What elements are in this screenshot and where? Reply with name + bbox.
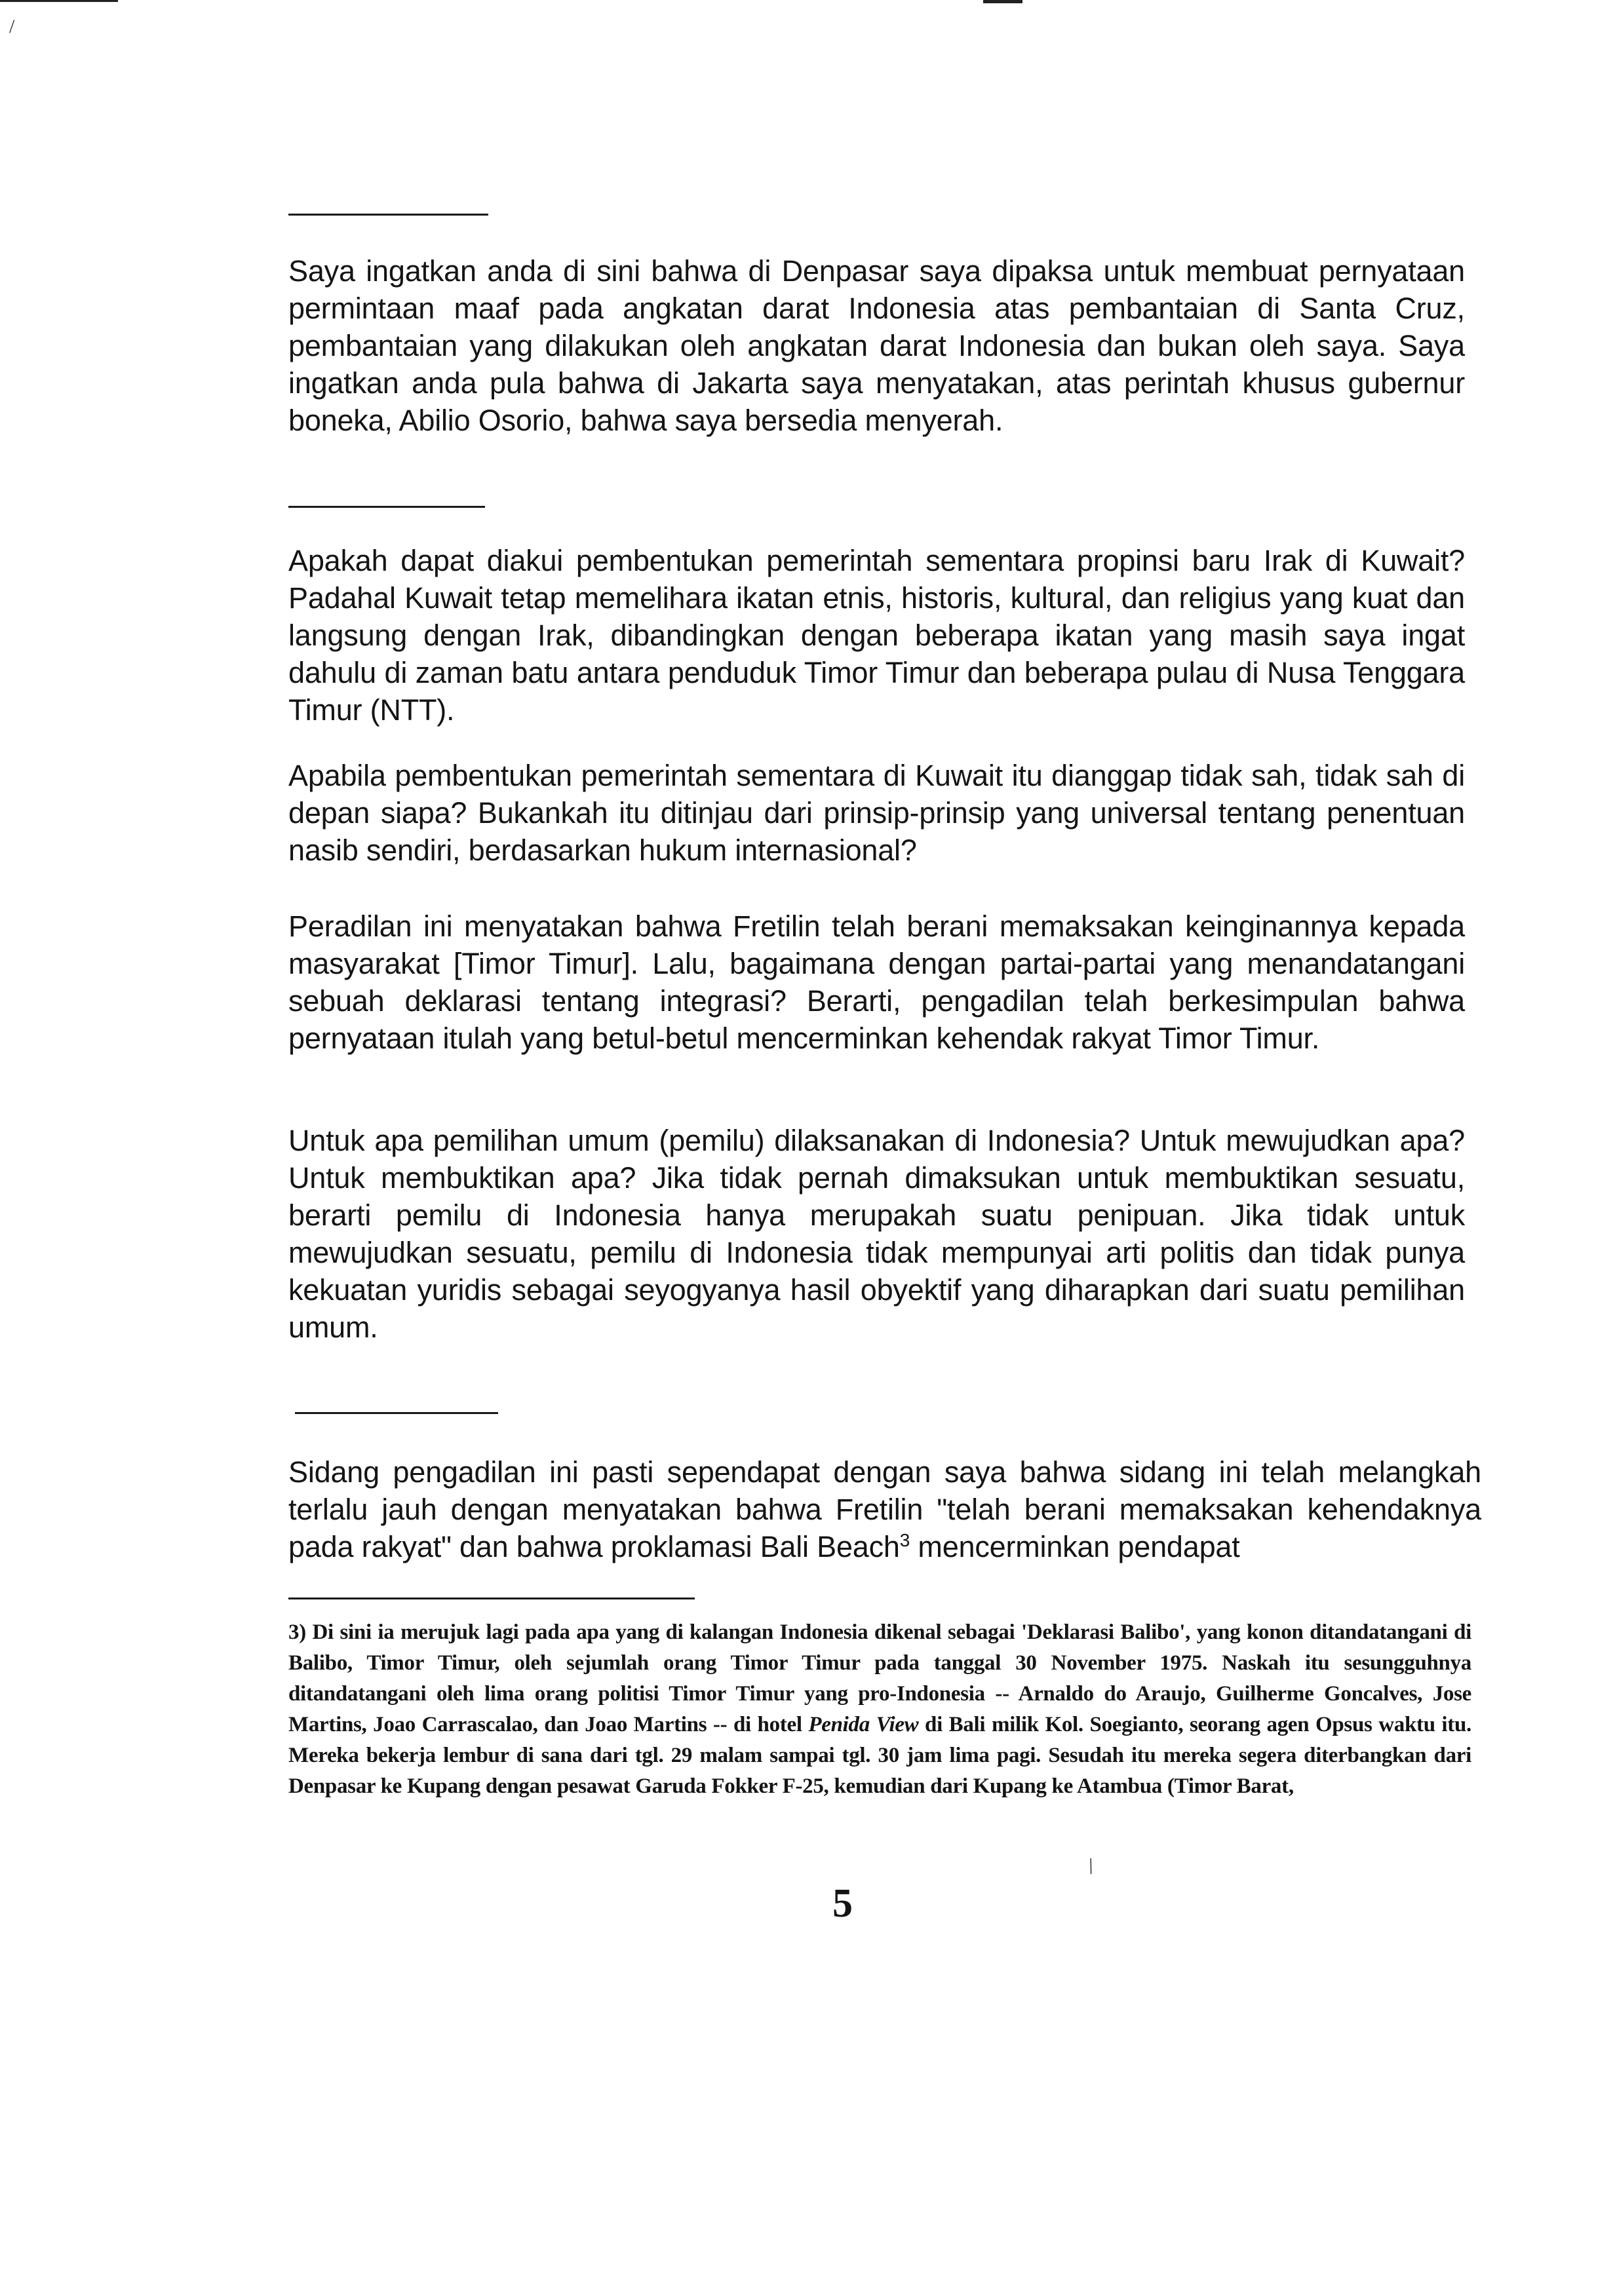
scan-edge-mark [0,0,118,2]
paragraph-1: Saya ingatkan anda di sini bahwa di Denpasar saya dipaksa untuk membuat pernyataan permintaan maaf pada angkatan darat Indonesia atas pembantaian di Santa Cruz, pembantaian yang dilakukan oleh angkatan darat Indonesia dan bukan oleh saya. Saya ingatkan anda pula bahwa di Jakarta saya menyatakan, atas perintah khusus gubernur boneka, Abilio Osorio, bahwa saya bersedia menyerah. [288,254,1465,437]
paragraph-5: Untuk apa pemilihan umum (pemilu) dilaksanakan di Indonesia? Untuk mewujudkan apa? Untuk membuktikan apa? Jika tidak pernah dimaksukan untuk membuktikan sesuatu, berarti pemilu di Indonesia hanya merupakah suatu penipuan. Jika tidak untuk mewujudkan sesuatu, pemilu di Indonesia tidak mempunyai arti politis dan tidak punya kekuatan yuridis sebagai seyogyanya hasil obyektif yang diharapkan dari suatu pemilihan umum. [288,1124,1465,1344]
footnote-reference: 3 [899,1530,910,1550]
paragraph-6-text: Sidang pengadilan ini pasti sependapat dengan saya bahwa sidang ini telah melangkah terlalu jauh dengan menyatakan bahwa Fretilin "telah berani memaksakan kehendaknya pada rakyat" dan bahwa proklamasi Bali Beach [288,1455,1481,1563]
paragraph-4: Peradilan ini menyatakan bahwa Fretilin telah berani memaksakan keinginannya kepada masyarakat [Timor Timur]. Lalu, bagaimana dengan partai-partai yang menandatangani sebuah deklarasi tentang integrasi? Berarti, pengadilan telah berkesimpulan bahwa pernyataan itulah yang betul-betul mencerminkan kehendak rakyat Timor Timur. [288,909,1465,1055]
footnote-text-part1: Di sini ia merujuk lagi pada apa yang di kalangan Indonesia dikenal sebagai 'Deklarasi Balibo', yang konon ditandatangani di Balibo, Timor Timur, oleh sejumlah orang Timor Timur pada tanggal 30 November 1975. Naskah itu sesungguhnya ditandatangani oleh lima orang politisi Timor Timur yang pro-Indonesia -- Arnaldo do Araujo, Guilherme Goncalves, Jose Martins, Joao Carrascalao, dan Joao Martins -- di hotel [288,1620,1471,1736]
scan-tick-mark: / [9,16,15,37]
footnote-marker: 3) [288,1620,306,1644]
footnote [288,1617,1471,1802]
section-separator [295,1412,498,1414]
footnote-text-part2: di Bali milik Kol. Soegianto, seorang agen Opsus waktu itu. Mereka bekerja lembur di sana dari tgl. 29 malam sampai tgl. 30 jam lima pagi. Sesudah itu mereka segera diterbangkan dari Denpasar ke Kupang dengan pesawat Garuda Fokker F-25, kemudian dari Kupang ke Atambua (Timor Barat, [288,1713,1471,1798]
stray-mark: / [1083,1854,1099,1879]
section-separator [288,214,488,216]
scan-edge-mark [983,0,1022,3]
paragraph-6-end: mencerminkan pendapat [910,1530,1240,1563]
hotel-name: Penida View [808,1713,919,1736]
paragraph-3: Apabila pembentukan pemerintah sementara di Kuwait itu dianggap tidak sah, tidak sah di depan siapa? Bukankah itu ditinjau dari prinsip-prinsip yang universal tentang penentuan nasib sendiri, berdasarkan hukum internasional? [288,759,1465,867]
page-number: 5 [832,1881,853,1926]
paragraph-6 [288,1453,1481,1565]
footnote-separator [288,1598,695,1599]
section-separator [288,506,485,508]
paragraph-2: Apakah dapat diakui pembentukan pemerintah sementara propinsi baru Irak di Kuwait? Padahal Kuwait tetap memelihara ikatan etnis, historis, kultural, dan religius yang kuat dan langsung dengan Irak, dibandingkan dengan beberapa ikatan yang masih saya ingat dahulu di zaman batu antara penduduk Timor Timur dan beberapa pulau di Nusa Tenggara Timur (NTT). [288,544,1465,727]
